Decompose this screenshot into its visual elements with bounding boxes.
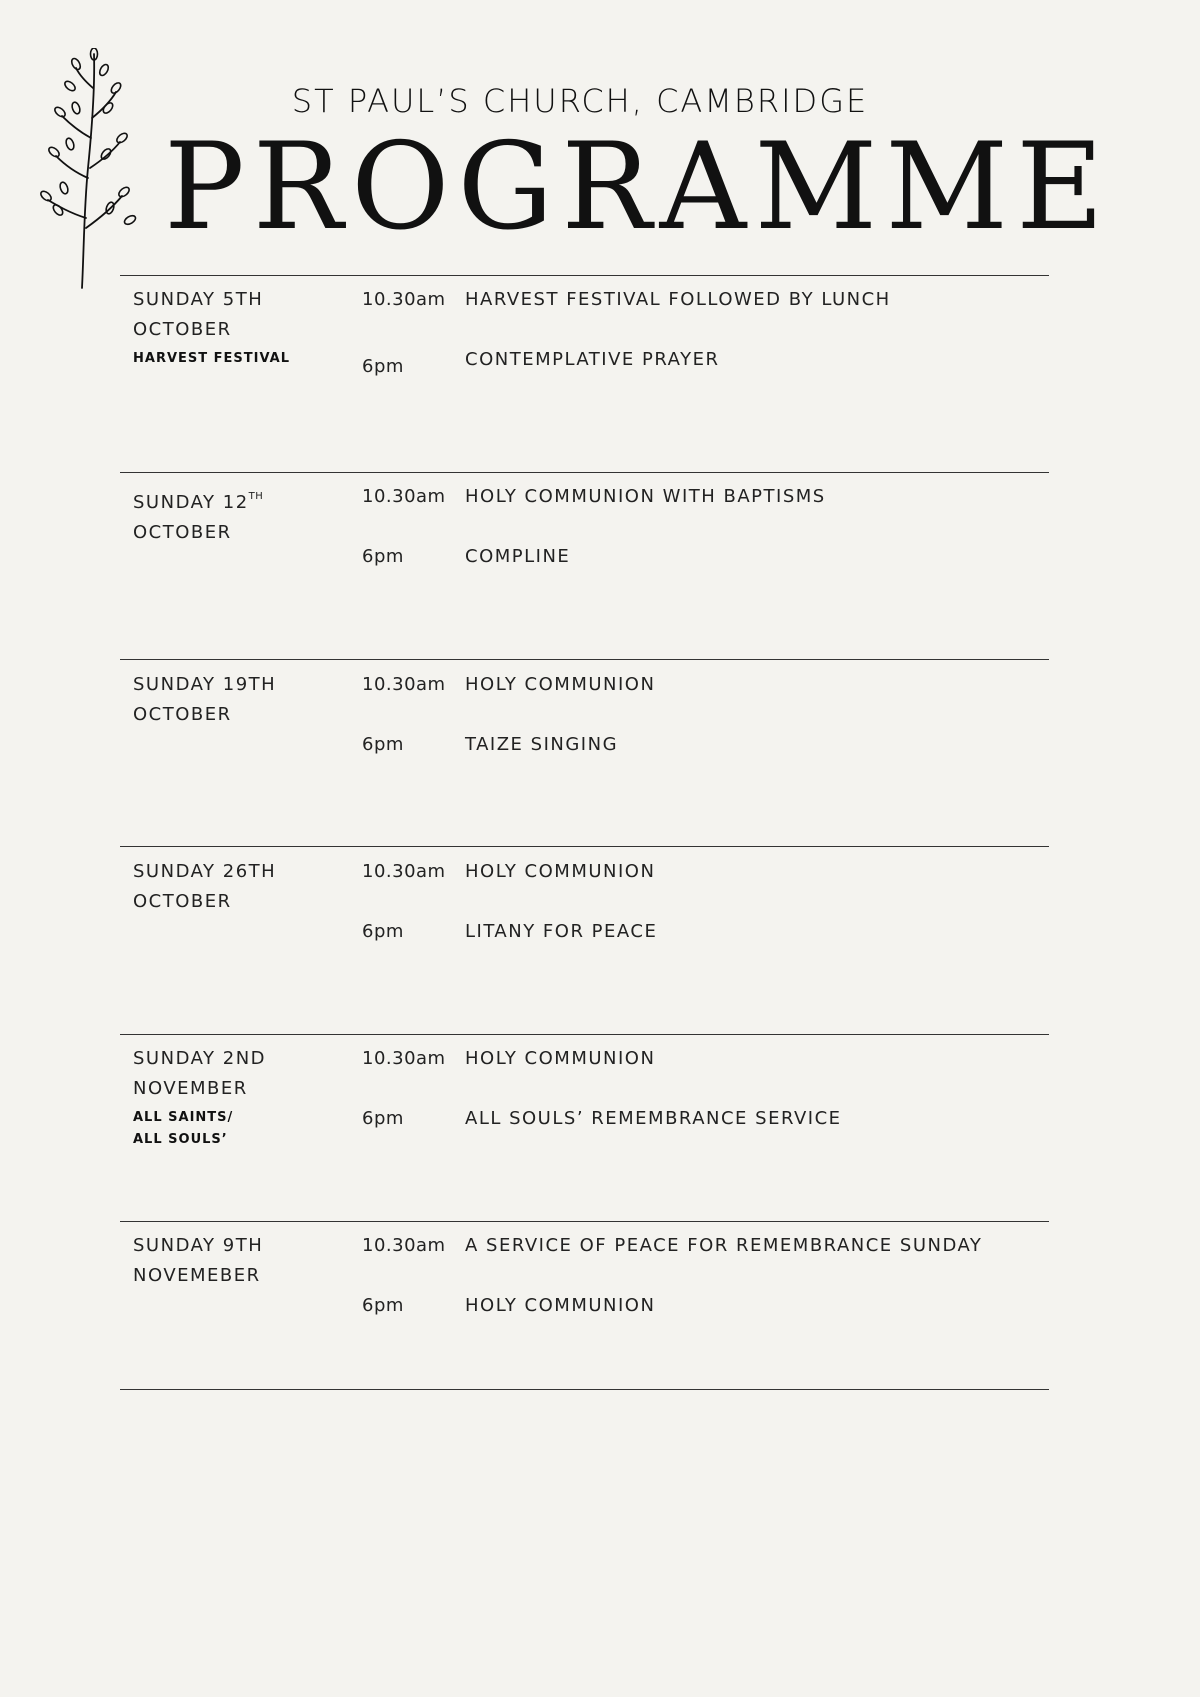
divider [120, 472, 1049, 473]
month-line: OCTOBER [133, 522, 232, 543]
divider [120, 1034, 1049, 1035]
month-line: OCTOBER [133, 319, 232, 340]
date-suffix: TH [248, 491, 264, 502]
service-name: LITANY FOR PEACE [465, 921, 658, 942]
service-time: 10.30am [362, 1235, 446, 1256]
service-time: 6pm [362, 546, 404, 567]
service-time: 10.30am [362, 1048, 446, 1069]
day-date [133, 482, 353, 548]
date-text: SUNDAY 12 [133, 492, 249, 513]
service-time: 10.30am [362, 674, 446, 695]
divider [120, 846, 1049, 847]
occasion-line: ALL SAINTS/ [133, 1110, 234, 1125]
divider [120, 659, 1049, 660]
service-name: HOLY COMMUNION [465, 1048, 656, 1069]
month-line: NOVEMEBER [133, 1265, 261, 1286]
date-line: SUNDAY 2ND [133, 1048, 267, 1069]
service-time: 10.30am [362, 486, 446, 507]
service-time: 6pm [362, 921, 404, 942]
date-line: SUNDAY 5TH [133, 289, 264, 310]
church-name: ST PAUL’S CHURCH, CAMBRIDGE [291, 82, 869, 120]
day-date [133, 1231, 353, 1291]
service-time: 10.30am [362, 289, 446, 310]
day-date [133, 670, 353, 730]
month-line: OCTOBER [133, 704, 232, 725]
service-name: HOLY COMMUNION [465, 861, 656, 882]
occasion-line: HARVEST FESTIVAL [133, 351, 291, 366]
service-name: HARVEST FESTIVAL FOLLOWED BY LUNCH [465, 289, 891, 310]
divider [120, 275, 1049, 276]
service-time: 10.30am [362, 861, 446, 882]
service-name: HOLY COMMUNION [465, 674, 656, 695]
service-name: COMPLINE [465, 546, 571, 567]
date-line: SUNDAY 9TH [133, 1235, 264, 1256]
day-date [133, 285, 353, 345]
date-line: SUNDAY 26TH [133, 861, 277, 882]
day-date [133, 857, 353, 917]
divider [120, 1221, 1049, 1222]
service-time: 6pm [362, 734, 404, 755]
service-time: 6pm [362, 356, 404, 377]
date-line [133, 482, 353, 518]
service-name: TAIZE SINGING [465, 734, 619, 755]
service-name: HOLY COMMUNION [465, 1295, 656, 1316]
service-time: 6pm [362, 1295, 404, 1316]
occasion-label [133, 348, 333, 370]
service-name: A SERVICE OF PEACE FOR REMEMBRANCE SUNDAY [465, 1235, 983, 1256]
month-line: NOVEMBER [133, 1078, 248, 1099]
occasion-label [133, 1107, 333, 1151]
service-name: ALL SOULS’ REMEMBRANCE SERVICE [465, 1108, 842, 1129]
day-date [133, 1044, 353, 1104]
occasion-line: ALL SOULS’ [133, 1132, 228, 1147]
page-title: PROGRAMME [164, 118, 1112, 257]
divider [120, 1389, 1049, 1390]
date-line: SUNDAY 19TH [133, 674, 277, 695]
service-name: CONTEMPLATIVE PRAYER [465, 349, 720, 370]
month-line: OCTOBER [133, 891, 232, 912]
service-time: 6pm [362, 1108, 404, 1129]
service-name: HOLY COMMUNION WITH BAPTISMS [465, 486, 826, 507]
